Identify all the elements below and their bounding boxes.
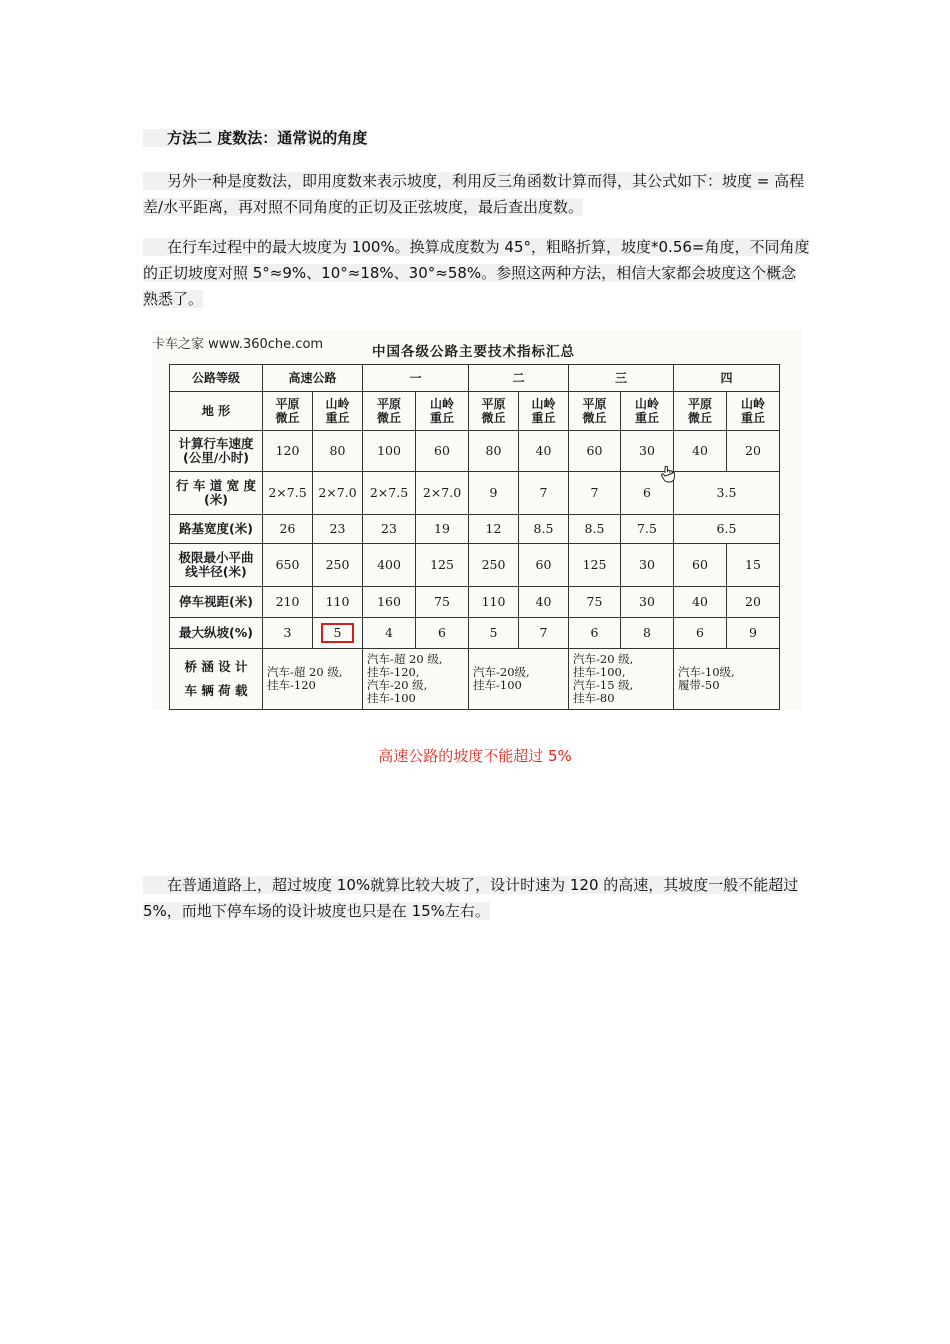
row-label-lane-width: 行 车 道 宽 度 (米) — [170, 472, 263, 515]
table-cell: 15 — [727, 544, 780, 587]
table-row — [170, 587, 780, 618]
watermark: 卡车之家 www.360che.com — [152, 337, 324, 352]
table-cell: 75 — [416, 587, 469, 618]
table-cell: 75 — [569, 587, 621, 618]
table-cell: 80 — [313, 431, 363, 472]
terrain-mountain: 山岭 重丘 — [621, 392, 674, 431]
heading-text: 方法二 度数法：通常说的角度 — [167, 129, 368, 147]
table-cell: 9 — [727, 618, 780, 649]
table-cell: 2×7.5 — [363, 472, 416, 515]
paragraph-3-text: 在普通道路上，超过坡度 10%就算比较大坡了，设计时速为 120 的高速，其坡度一般不能超过 5%，而地下停车场的设计坡度也只是在 15%左右。 — [143, 876, 799, 920]
row-label-max-grade: 最大纵坡(%) — [170, 618, 263, 649]
row-label-vehicle-load — [170, 649, 263, 710]
table-cell: 9 — [469, 472, 519, 515]
highlight-box: 5 — [321, 623, 355, 643]
table-cell: 650 — [263, 544, 313, 587]
table-cell: 7 — [519, 618, 569, 649]
table-cell: 23 — [363, 515, 416, 544]
figure-caption: 高速公路的坡度不能超过 5% — [378, 747, 572, 765]
grade-1: 一 — [363, 365, 469, 392]
table-cell: 40 — [519, 431, 569, 472]
table-cell: 8.5 — [519, 515, 569, 544]
terrain-label: 地 形 — [170, 392, 263, 431]
table-cell: 6 — [674, 618, 727, 649]
grade-3: 三 — [569, 365, 674, 392]
table-cell: 80 — [469, 431, 519, 472]
terrain-plain: 平原 微丘 — [363, 392, 416, 431]
load-label-line-1: 桥 涵 设 计 — [184, 659, 248, 674]
table-cell: 6 — [621, 472, 674, 515]
table-cell: 3.5 — [674, 472, 780, 515]
table-cell: 60 — [569, 431, 621, 472]
table-cell: 110 — [313, 587, 363, 618]
table-cell: 250 — [313, 544, 363, 587]
highway-spec-table-image — [152, 330, 802, 710]
grade-2: 二 — [469, 365, 569, 392]
table-row — [170, 544, 780, 587]
table-cell: 2×7.0 — [416, 472, 469, 515]
terrain-plain: 平原 微丘 — [569, 392, 621, 431]
table-cell: 7.5 — [621, 515, 674, 544]
table-row — [170, 365, 780, 392]
terrain-mountain: 山岭 重丘 — [416, 392, 469, 431]
row-label-stopping-distance: 停车视距(米) — [170, 587, 263, 618]
table-cell: 2×7.5 — [263, 472, 313, 515]
table-cell: 30 — [621, 587, 674, 618]
terrain-mountain: 山岭 重丘 — [727, 392, 780, 431]
section-heading — [143, 125, 810, 151]
grade-4: 四 — [674, 365, 780, 392]
table-cell: 5 — [469, 618, 519, 649]
table-cell: 400 — [363, 544, 416, 587]
highlighted-cell — [313, 618, 363, 649]
table-cell: 3 — [263, 618, 313, 649]
table-cell: 汽车-超 20 级, 挂车-120 — [263, 649, 363, 710]
table-row — [170, 472, 780, 515]
table-cell: 7 — [569, 472, 621, 515]
table-cell: 40 — [674, 587, 727, 618]
table-cell: 40 — [519, 587, 569, 618]
hand-pointer-icon — [660, 465, 676, 483]
table-cell: 6.5 — [674, 515, 780, 544]
paragraph-degree-method — [143, 168, 810, 220]
table-cell: 125 — [569, 544, 621, 587]
table-cell: 26 — [263, 515, 313, 544]
table-row — [170, 618, 780, 649]
terrain-plain: 平原 微丘 — [263, 392, 313, 431]
table-cell: 汽车-20级, 挂车-100 — [469, 649, 569, 710]
highway-spec-table — [169, 364, 780, 710]
table-cell: 4 — [363, 618, 416, 649]
table-cell: 6 — [569, 618, 621, 649]
table-cell: 60 — [674, 544, 727, 587]
paragraph-max-slope — [143, 234, 810, 312]
table-cell: 30 — [621, 544, 674, 587]
table-row — [170, 392, 780, 431]
terrain-plain: 平原 微丘 — [469, 392, 519, 431]
row-label-roadbed-width: 路基宽度(米) — [170, 515, 263, 544]
table-cell: 6 — [416, 618, 469, 649]
table-cell: 19 — [416, 515, 469, 544]
table-cell: 汽车-超 20 级, 挂车-120, 汽车-20 级, 挂车-100 — [363, 649, 469, 710]
table-cell: 125 — [416, 544, 469, 587]
table-cell: 20 — [727, 587, 780, 618]
table-row — [170, 515, 780, 544]
table-cell: 160 — [363, 587, 416, 618]
row-label-min-curve-radius: 极限最小平曲 线半径(米) — [170, 544, 263, 587]
terrain-mountain: 山岭 重丘 — [313, 392, 363, 431]
table-cell: 40 — [674, 431, 727, 472]
table-cell: 20 — [727, 431, 780, 472]
table-title: 中国各级公路主要技术指标汇总 — [372, 344, 575, 360]
table-row — [170, 431, 780, 472]
paragraph-1-text: 另外一种是度数法，即用度数来表示坡度，利用反三角函数计算而得，其公式如下：坡度 = 高程差/水平距离，再对照不同角度的正切及正弦坡度，最后查出度数。 — [143, 172, 805, 216]
table-cell: 110 — [469, 587, 519, 618]
table-cell: 120 — [263, 431, 313, 472]
table-cell: 60 — [519, 544, 569, 587]
table-cell: 8.5 — [569, 515, 621, 544]
table-cell: 30 — [621, 431, 674, 472]
table-cell: 23 — [313, 515, 363, 544]
table-cell: 汽车-20 级, 挂车-100, 汽车-15 级, 挂车-80 — [569, 649, 674, 710]
table-cell: 250 — [469, 544, 519, 587]
table-cell: 8 — [621, 618, 674, 649]
terrain-mountain: 山岭 重丘 — [519, 392, 569, 431]
paragraph-conclusion — [143, 872, 810, 924]
table-cell: 210 — [263, 587, 313, 618]
table-cell: 7 — [519, 472, 569, 515]
row-label-design-speed: 计算行车速度 (公里/小时) — [170, 431, 263, 472]
table-row — [170, 649, 780, 710]
terrain-plain: 平原 微丘 — [674, 392, 727, 431]
grade-expressway: 高速公路 — [263, 365, 363, 392]
grade-header-label: 公路等级 — [170, 365, 263, 392]
table-cell: 汽车-10级, 履带-50 — [674, 649, 780, 710]
table-cell: 100 — [363, 431, 416, 472]
table-cell: 60 — [416, 431, 469, 472]
load-label-line-2: 车 辆 荷 载 — [184, 683, 248, 698]
table-cell: 2×7.0 — [313, 472, 363, 515]
table-cell: 12 — [469, 515, 519, 544]
paragraph-2-text: 在行车过程中的最大坡度为 100%。换算成度数为 45°，粗略折算，坡度*0.56=角度，不同角度的正切坡度对照 5°≈9%、10°≈18%、30°≈58%。参照这两种方法，相信大家都会坡度这个概念熟悉了。 — [143, 238, 810, 308]
